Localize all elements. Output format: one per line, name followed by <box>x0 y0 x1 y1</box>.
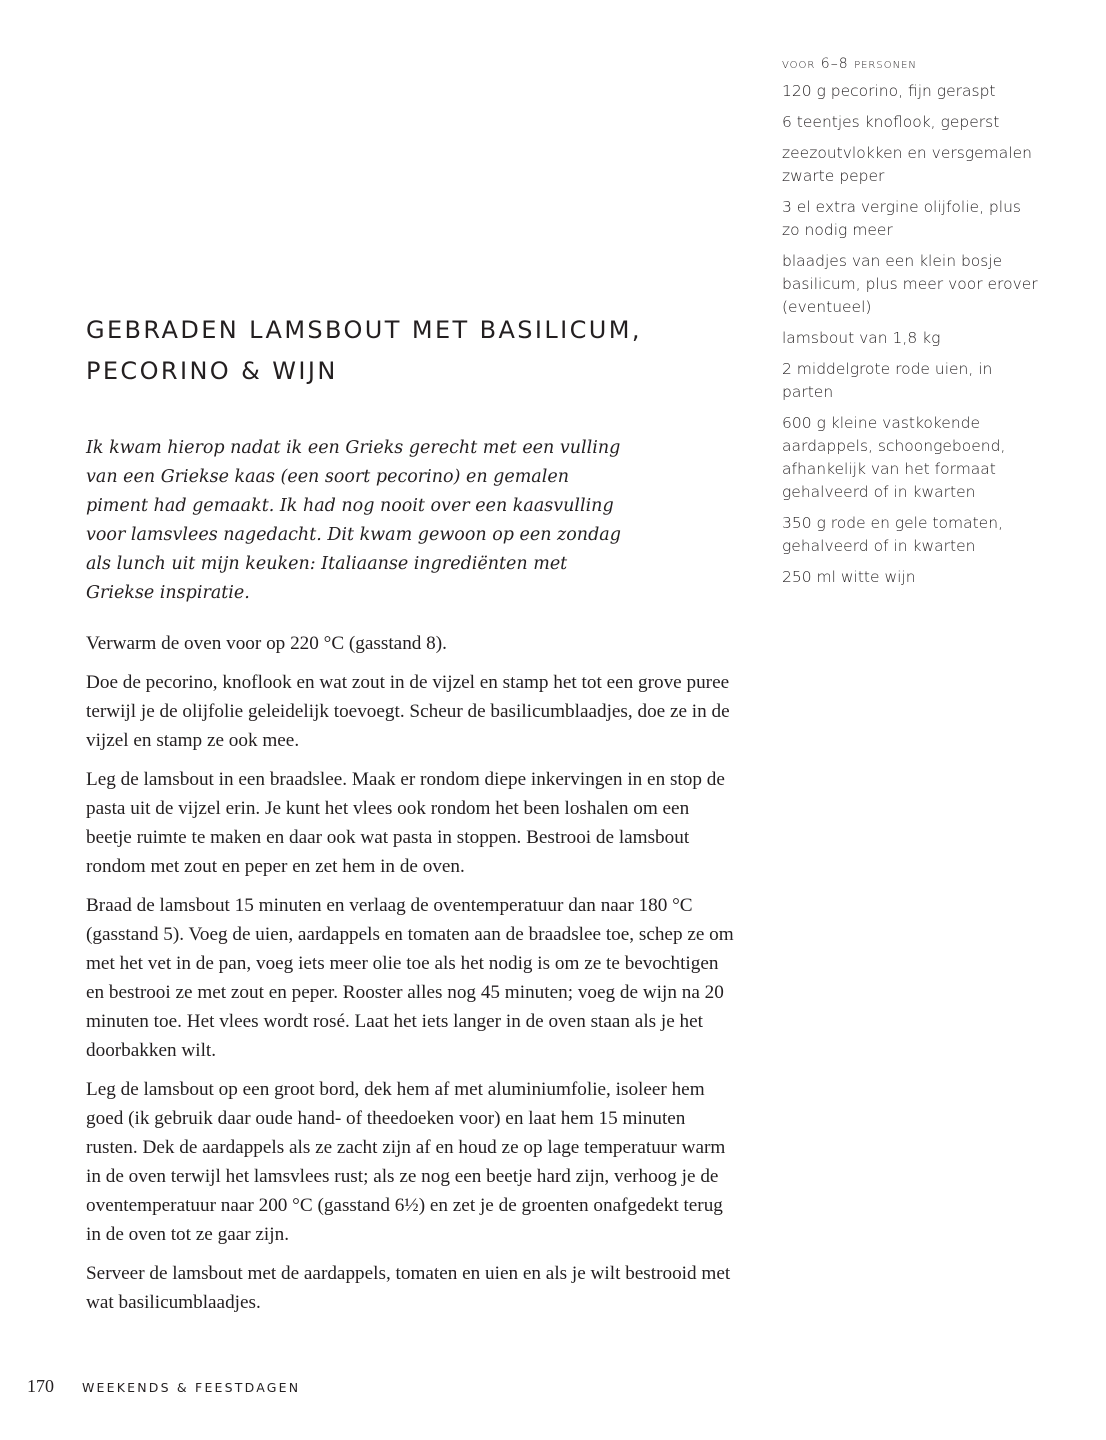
ingredient-item: zeezoutvlokken en versgemalen zwarte peper <box>782 144 1032 185</box>
ingredient-item: 250 ml witte wijn <box>782 568 916 586</box>
servings-label: voor 6–8 personen <box>782 56 917 72</box>
recipe-intro: Ik kwam hierop nadat ik een Grieks gerecht met een vulling van een Griekse kaas (een soort pecorino) en gemalen piment had gemaakt. Ik had nog nooit over een kaasvulling voor lamsvlees nagedacht. Dit kwam gewoon op een zondag als lunch uit mijn keuken: Italiaanse ingrediënten met Griekse inspiratie. <box>86 438 621 603</box>
ingredient-item: lamsbout van 1,8 kg <box>782 329 941 347</box>
section-name: WEEKENDS & FEESTDAGEN <box>82 1380 301 1395</box>
method-step: Serveer de lamsbout met de aardappels, tomaten en uien en als je wilt bestrooid met wat basilicumblaadjes. <box>86 1263 731 1313</box>
method-step: Braad de lamsbout 15 minuten en verlaag de oventemperatuur dan naar 180 °C (gasstand 5). Voeg de uien, aardappels en tomaten aan de braadslee toe, schep ze om met het vet in de pan, voeg iets meer olie toe als het nodig is om ze te bevochtigen en bestrooi ze met zout en peper. Rooster alles nog 45 minuten; voeg de wijn na 20 minuten toe. Het vlees wordt rosé. Laat het iets langer in de oven staan als je het doorbakken wilt. <box>86 895 734 1061</box>
ingredient-item: 120 g pecorino, fijn geraspt <box>782 82 996 100</box>
method-step: Leg de lamsbout op een groot bord, dek hem af met aluminiumfolie, isoleer hem goed (ik gebruik daar oude hand- of theedoeken voor) en laat hem 15 minuten rusten. Dek de aardappels als ze zacht zijn af en houd ze op lage temperatuur warm in de oven terwijl het lamsvlees rust; als ze nog een beetje hard zijn, verhoog je de oventemperatuur naar 200 °C (gasstand 6½) en zet je de groenten onafgedekt terug in de oven tot ze gaar zijn. <box>86 1079 726 1245</box>
ingredient-item: 3 el extra vergine olijfolie, plus zo nodig meer <box>782 198 1021 239</box>
method-step: Verwarm de oven voor op 220 °C (gasstand 8). <box>86 633 447 654</box>
ingredient-item: 600 g kleine vastkokende aardappels, schoongeboend, afhankelijk van het formaat gehalveerd of in kwarten <box>782 414 1006 501</box>
recipe-method <box>86 629 736 1327</box>
method-step: Leg de lamsbout in een braadslee. Maak er rondom diepe inkervingen in en stop de pasta uit de vijzel erin. Je kunt het vlees ook rondom het been loshalen om een beetje ruimte te maken en daar ook wat pasta in stoppen. Bestrooi de lamsbout rondom met zout en peper en zet hem in de oven. <box>86 769 725 877</box>
recipe-title: GEBRADEN LAMSBOUT MET BASILICUM, PECORINO & WIJN <box>86 316 642 385</box>
method-step: Doe de pecorino, knoflook en wat zout in de vijzel en stamp het tot een grove puree terwijl je de olijfolie geleidelijk toevoegt. Scheur de basilicumblaadjes, doe ze in de vijzel en stamp ze ook mee. <box>86 672 730 751</box>
ingredient-item: 350 g rode en gele tomaten, gehalveerd of in kwarten <box>782 514 1003 555</box>
ingredient-item: blaadjes van een klein bosje basilicum, plus meer voor erover (eventueel) <box>782 252 1038 316</box>
ingredients-list <box>782 54 1042 597</box>
ingredient-item: 2 middelgrote rode uien, in parten <box>782 360 993 401</box>
page-number: 170 <box>27 1376 54 1396</box>
page-footer <box>27 1372 300 1402</box>
ingredient-item: 6 teentjes knoflook, geperst <box>782 113 1000 131</box>
